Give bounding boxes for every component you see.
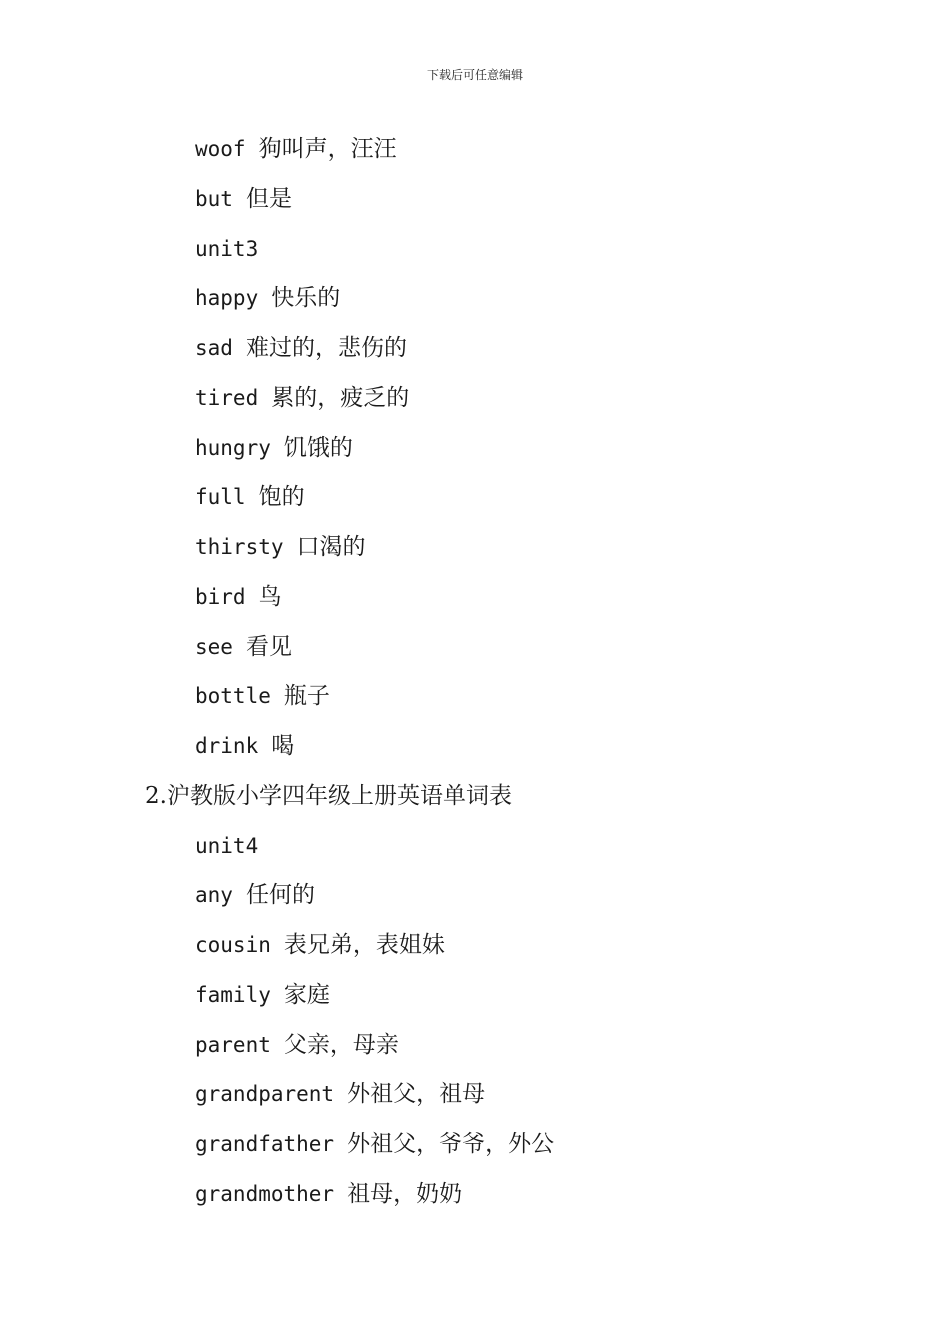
english-word: unit4 (195, 833, 259, 858)
chinese-meaning: 祖母，奶奶 (347, 1180, 463, 1207)
chinese-meaning: 但是 (245, 185, 292, 212)
chinese-meaning: 外祖父，祖母 (347, 1081, 486, 1108)
english-word: tired (195, 385, 259, 410)
vocab-entry (195, 234, 258, 264)
english-word: sad (195, 336, 233, 360)
chinese-meaning: 喝 (271, 733, 295, 759)
page-header: 下载后可任意编辑 (426, 68, 523, 82)
vocab-entry (195, 582, 282, 612)
chinese-meaning: 任何的 (245, 882, 315, 909)
english-word: full (195, 485, 246, 510)
vocab-entry (195, 184, 292, 214)
english-word: unit3 (195, 236, 259, 261)
vocab-entry (195, 1179, 462, 1209)
english-word: see (195, 634, 233, 659)
vocab-entry (195, 283, 340, 313)
english-word: parent (195, 1032, 271, 1057)
chinese-meaning: 口渴的 (296, 534, 366, 560)
vocab-entry (195, 930, 445, 960)
chinese-meaning: 外祖父，爷爷，外公 (347, 1131, 555, 1157)
english-word: grandmother (195, 1181, 335, 1206)
vocab-entry (195, 482, 305, 512)
vocab-entry (195, 532, 366, 562)
vocab-entry (195, 1079, 485, 1109)
english-word: bottle (195, 684, 271, 709)
chinese-meaning: 鸟 (258, 583, 282, 610)
vocab-entry (195, 333, 407, 363)
english-word: happy (195, 286, 259, 311)
section-heading: 2.沪教版小学四年级上册英语单词表 (145, 782, 512, 809)
chinese-meaning: 瓶子 (283, 683, 330, 710)
vocab-entry (195, 383, 409, 413)
chinese-meaning: 表兄弟，表姐妹 (283, 932, 445, 958)
english-word: bird (195, 584, 246, 609)
english-word: thirsty (195, 535, 284, 559)
vocab-entry (195, 731, 294, 761)
chinese-meaning: 父亲，母亲 (283, 1031, 399, 1058)
vocab-entry (195, 134, 397, 164)
chinese-meaning: 难过的，悲伤的 (245, 335, 407, 361)
chinese-meaning: 家庭 (283, 981, 330, 1008)
chinese-meaning: 看见 (245, 633, 292, 660)
chinese-meaning: 饥饿的 (283, 434, 353, 461)
english-word: hungry (195, 435, 271, 460)
english-word: any (195, 883, 233, 908)
chinese-meaning: 狗叫声，汪汪 (258, 136, 397, 162)
english-word: woof (195, 137, 246, 161)
english-word: cousin (195, 933, 271, 957)
chinese-meaning: 饱的 (258, 484, 305, 511)
english-word: drink (195, 734, 259, 758)
english-word: family (195, 982, 271, 1007)
vocab-entry (195, 681, 330, 711)
vocab-entry (195, 1129, 554, 1159)
english-word: but (195, 186, 233, 211)
vocab-entry (195, 1030, 399, 1060)
vocab-entry (195, 880, 315, 910)
vocab-entry (195, 433, 353, 463)
vocab-entry (195, 632, 292, 662)
chinese-meaning: 快乐的 (271, 285, 341, 312)
chinese-meaning: 累的，疲乏的 (271, 384, 410, 411)
english-word: grandparent (195, 1082, 335, 1107)
vocab-entry (195, 980, 330, 1010)
english-word: grandfather (195, 1132, 335, 1156)
vocab-entry (195, 831, 258, 861)
